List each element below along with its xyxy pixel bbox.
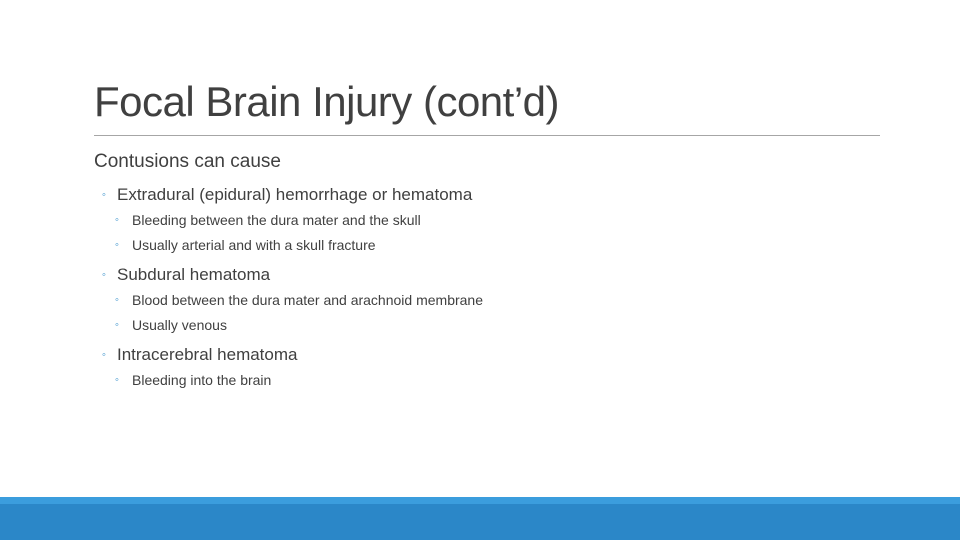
sub-bullet-label: Blood between the dura mater and arachnoid membrane [132, 292, 483, 308]
sub-bullet-label: Usually venous [132, 317, 227, 333]
bullet-circle-icon: ◦ [115, 374, 119, 386]
bullet-item [94, 182, 874, 208]
bullet-circle-icon: ◦ [102, 349, 106, 361]
slide-title: Focal Brain Injury (cont’d) [94, 78, 560, 125]
bullet-circle-icon: ◦ [115, 294, 119, 306]
bullet-circle-icon: ◦ [115, 319, 119, 331]
bullet-circle-icon: ◦ [102, 269, 106, 281]
slide-body [94, 150, 874, 393]
bullet-label: Subdural hematoma [117, 265, 271, 284]
footer-accent-stripe [0, 497, 960, 504]
sub-bullet-item [94, 288, 874, 313]
sub-bullet-label: Usually arterial and with a skull fracture [132, 237, 376, 253]
sub-bullet-item [94, 313, 874, 338]
bullet-item [94, 342, 874, 368]
sub-bullet-item [94, 368, 874, 393]
sub-bullet-label: Bleeding between the dura mater and the skull [132, 212, 421, 228]
bullet-circle-icon: ◦ [115, 239, 119, 251]
footer-accent-bar [0, 497, 960, 540]
intro-text: Contusions can cause [94, 151, 281, 172]
bullet-circle-icon: ◦ [115, 214, 119, 226]
bullet-circle-icon: ◦ [102, 189, 106, 201]
sub-bullet-label: Bleeding into the brain [132, 372, 272, 388]
bullet-item [94, 262, 874, 288]
sub-bullet-item [94, 208, 874, 233]
title-divider [94, 135, 880, 136]
sub-bullet-item [94, 233, 874, 258]
bullet-label: Extradural (epidural) hemorrhage or hematoma [117, 185, 473, 204]
bullet-label: Intracerebral hematoma [117, 345, 298, 364]
